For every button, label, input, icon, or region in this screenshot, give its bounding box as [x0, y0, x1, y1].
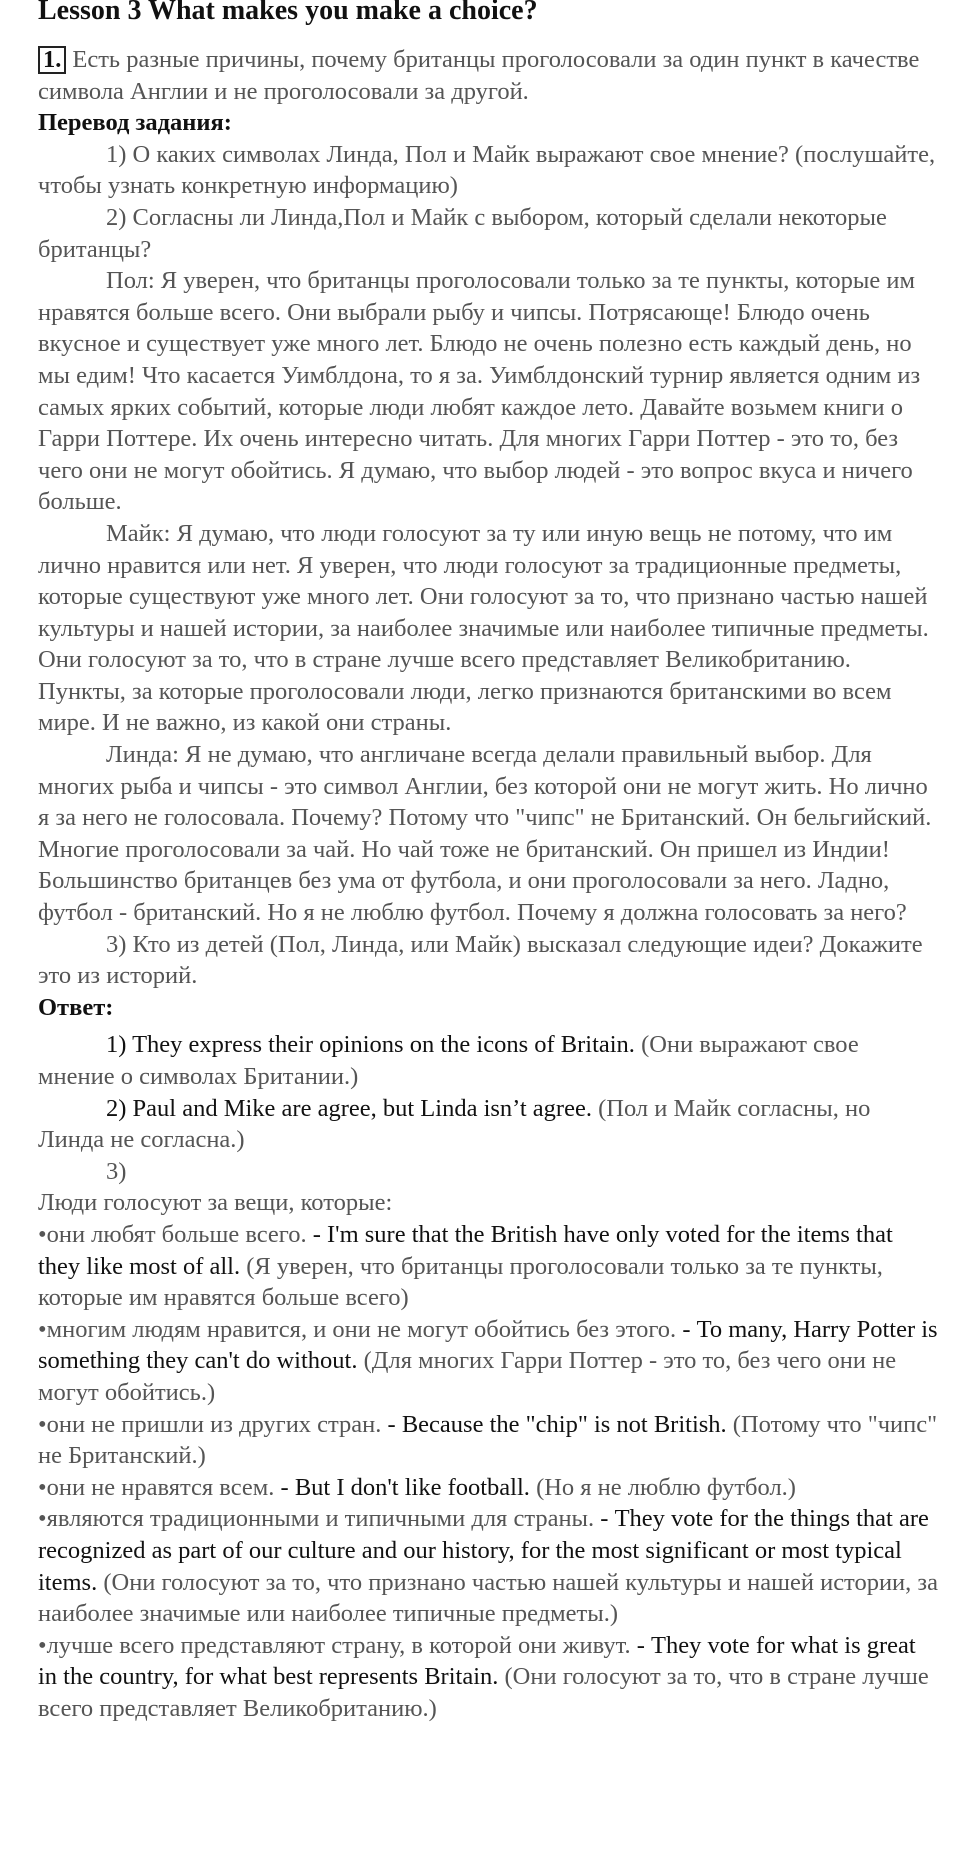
answer-heading: Ответ:: [38, 993, 114, 1021]
list-item: [38, 1503, 938, 1629]
bullet-english: - They vote for what is great in the country, for what best represents Britain.: [38, 1631, 916, 1691]
bullet-russian: они не пришли из других стран.: [46, 1410, 382, 1438]
answer-2-russian: (Пол и Майк согласны, но Линда не согласна.): [38, 1094, 871, 1154]
list-item: [38, 1219, 938, 1314]
answer-section: [38, 992, 938, 1725]
answer-2-english: 2) Paul and Mike are agree, but Linda isn’t agree.: [106, 1094, 592, 1122]
answer-1: [38, 1029, 938, 1092]
bullet-english: - Because the "chip" is not British.: [387, 1410, 727, 1438]
lesson-title: Lesson 3 What makes you make a choice?: [38, 0, 538, 26]
bullet-english: - But I don't like football.: [280, 1473, 530, 1501]
bullet-translation: (Они голосуют за то, что признано частью нашей культуры и нашей истории, за наиболее значимые или наиболее типичные предметы.): [38, 1568, 938, 1628]
answer-3-number: 3): [106, 1157, 127, 1185]
mike-story: Майк: Я думаю, что люди голосуют за ту или иную вещь не потому, что им лично нравится или нет. Я уверен, что люди голосуют за традиционные предметы, которые существуют уже много лет. Они голосуют за то, что признано частью нашей культуры и нашей истории, за наиболее значимые или наиболее типичные предметы. Они голосуют за то, что в стране лучше всего представляет Великобританию. Пункты, за которые проголосовали люди, легко признаются британскими во всем мире. И не важно, из какой они страны.: [38, 519, 929, 737]
list-item: [38, 1409, 938, 1472]
translation-paragraph: 1) О каких символах Линда, Пол и Майк выражают свое мнение? (послушайте, чтобы узнать конкретную информацию): [38, 140, 936, 200]
answer-3-label: [38, 1156, 938, 1188]
bullet-translation: (Они голосуют за то, что в стране лучше всего представляет Великобританию.): [38, 1663, 929, 1722]
translation-paragraph: 2) Согласны ли Линда,Пол и Майк с выбором, который сделали некоторые британцы?: [38, 203, 887, 263]
bullet-english: - To many, Harry Potter is something they can't do without.: [38, 1315, 938, 1375]
answer-1-russian: (Они выражают свое мнение о символах Британии.): [38, 1031, 859, 1090]
answer-2: [38, 1093, 938, 1156]
task-number-badge: 1.: [38, 46, 66, 74]
translation-heading: Перевод задания:: [38, 109, 232, 137]
bullet-russian: они любят больше всего.: [46, 1220, 307, 1248]
bullet-translation: (Я уверен, что британцы проголосовали только за те пункты, которые им нравятся больше всего): [38, 1252, 883, 1312]
bullet-english: - They vote for the things that are recognized as part of our culture and our history, for the most significant or most typical items.: [38, 1505, 929, 1596]
task-text: Есть разные причины, почему британцы проголосовали за один пункт в качестве символа Англии и не проголосовали за другой.: [38, 46, 920, 105]
bullet-russian: являются традиционными и типичными для страны.: [46, 1505, 595, 1533]
bullet-russian: лучше всего представляют страну, в которой они живут.: [46, 1631, 631, 1659]
translation-paragraph: 3) Кто из детей (Пол, Линда, или Майк) высказал следующие идеи? Докажите это из историй.: [38, 930, 923, 990]
translation-section: [38, 107, 938, 992]
bullet-english: - I'm sure that the British have only voted for the items that they like most of all.: [38, 1220, 893, 1280]
linda-story: Линда: Я не думаю, что англичане всегда делали правильный выбор. Для многих рыба и чипсы - это символ Англии, без которой они не могут жить. Но лично я за него не голосовала. Почему? Потому что "чипс" не Британский. Он бельгийский. Многие проголосовали за чай. Но чай тоже не британский. Он пришел из Индии! Большинство британцев без ума от футбола, и они проголосовали за него. Ладно, футбол - британский. Но я не люблю футбол. Почему я должна голосовать за него?: [38, 741, 932, 927]
list-item: [38, 1314, 938, 1409]
answer-intro: Люди голосуют за вещи, которые:: [38, 1189, 393, 1217]
list-item: [38, 1630, 938, 1725]
paul-story: Пол: Я уверен, что британцы проголосовали только за те пункты, которые им нравятся больше всего. Они выбрали рыбу и чипсы. Потрясающе! Блюдо очень вкусное и существует уже много лет. Блюдо не очень полезно есть каждый день, но мы едим! Что касается Уимблдона, то я за. Уимблдонский турнир является одним из самых ярких событий, которые люди любят каждое лето. Давайте возьмем книги о Гарри Поттере. Их очень интересно читать. Для многих Гарри Поттер - это то, без чего они не могут обойтись. Я думаю, что выбор людей - это вопрос вкуса и ничего больше.: [38, 267, 921, 516]
bullet-translation: (Но я не люблю футбол.): [536, 1473, 796, 1501]
bullet-russian: многим людям нравится, и они не могут обойтись без этого.: [46, 1315, 677, 1343]
bullet-translation: (Потому что "чипс" не Британский.): [38, 1410, 938, 1470]
list-item: [38, 1472, 938, 1504]
bullet-russian: они не нравятся всем.: [46, 1473, 275, 1501]
bullet-translation: (Для многих Гарри Поттер - это то, без чего они не могут обойтись.): [38, 1347, 897, 1406]
answer-1-english: 1) They express their opinions on the icons of Britain.: [106, 1031, 635, 1059]
task-statement: [38, 44, 938, 107]
